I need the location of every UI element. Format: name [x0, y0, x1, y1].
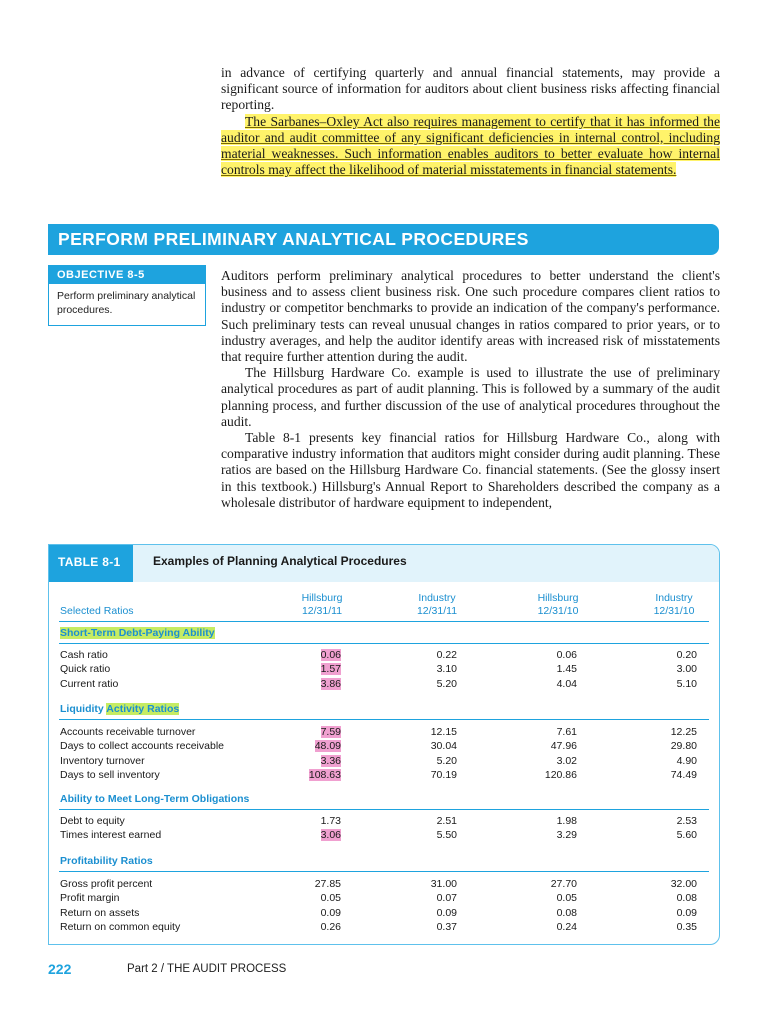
column-header-line2: 12/31/10: [537, 605, 579, 617]
column-header-line1: Hillsburg: [301, 592, 343, 604]
ratio-name: Gross profit percent: [60, 878, 153, 890]
ratio-name: Days to collect accounts receivable: [60, 740, 224, 753]
table-row: [49, 878, 719, 892]
ratio-value: [301, 663, 341, 675]
intro-text: [221, 65, 720, 178]
ratio-value: [301, 678, 341, 690]
ratio-name: Return on common equity: [60, 921, 181, 934]
ratio-value: 29.80: [670, 740, 697, 753]
ratio-value: [301, 649, 341, 661]
ratio-value: 0.08: [676, 892, 697, 905]
ratio-value: 0.37: [436, 921, 457, 934]
table-label-box: [49, 545, 133, 582]
ratio-value: 12.15: [430, 726, 457, 738]
table-8-1: [48, 544, 720, 945]
flagged-value: 7.59: [320, 726, 341, 738]
flagged-value: 3.86: [320, 677, 341, 690]
table-row: [49, 663, 719, 677]
column-header-line1: Industry: [655, 592, 693, 604]
ratio-value: 0.22: [436, 649, 457, 661]
ratio-value: 5.60: [676, 829, 697, 842]
ratio-value: 0.26: [320, 921, 341, 934]
table-row: [49, 829, 719, 843]
objective-box: [48, 265, 206, 326]
ratio-value: 0.08: [556, 906, 577, 919]
main-paragraph-2: The Hillsburg Hardware Co. example is used to illustrate the use of preliminary analytical procedures as part of audit planning. This is followed by a summary of the audit planning process, and further discussion of the use of analytical procedures throughout the audit.: [221, 365, 720, 429]
column-header-industry-2011: [387, 592, 487, 618]
table-row: [49, 678, 719, 692]
ratio-value: 12.25: [670, 726, 697, 738]
group-rule: [59, 809, 709, 810]
ratio-value: 0.07: [436, 892, 457, 905]
ratio-value: 5.50: [436, 829, 457, 842]
ratio-value: 31.00: [430, 878, 457, 890]
ratio-name: Cash ratio: [60, 649, 108, 661]
table-header: [49, 545, 719, 582]
ratio-value: 0.24: [556, 921, 577, 934]
ratio-value: 0.09: [436, 906, 457, 919]
group-rule: [59, 643, 709, 644]
group-heading-highlight: Activity Ratios: [106, 703, 180, 715]
ratio-value: 120.86: [544, 769, 577, 782]
group-heading-text: Short-Term Debt-Paying Ability: [60, 627, 215, 639]
column-header-line1: Industry: [418, 592, 456, 604]
table-row: [49, 726, 719, 740]
group-heading: [60, 793, 249, 805]
table-row: [49, 740, 719, 754]
ratio-name: Inventory turnover: [60, 754, 145, 767]
table-row: [49, 649, 719, 663]
table-row: [49, 769, 719, 783]
section-heading-bar: [48, 224, 719, 255]
flagged-value: 1.57: [320, 663, 341, 676]
ratio-value: 0.05: [556, 892, 577, 905]
ratio-value: 0.05: [320, 892, 341, 905]
page-number: 222: [48, 961, 72, 977]
main-text: [221, 268, 720, 511]
column-header-line1: Hillsburg: [537, 592, 579, 604]
ratio-value: 70.19: [430, 769, 457, 782]
ratio-value: 5.20: [436, 677, 457, 690]
ratio-name: Debt to equity: [60, 815, 125, 827]
ratio-value: [301, 769, 341, 781]
ratio-value: [301, 755, 341, 767]
column-header-line2: 12/31/11: [301, 605, 343, 617]
intro-paragraph-1: in advance of certifying quarterly and annual financial statements, may provide a significant source of information for auditors about client business risks affecting financial reporting.: [221, 65, 720, 113]
column-header-line2: 12/31/11: [416, 605, 458, 617]
flagged-value: 0.06: [320, 649, 341, 661]
ratio-name: Quick ratio: [60, 663, 111, 676]
column-header-hillsburg-2011: [272, 592, 372, 618]
highlighted-text: The Sarbanes–Oxley Act also requires management to certify that it has informed the auditor and audit committee of any significant deficiencies in internal control, including material weaknesses. Such information enables auditors to better evaluate how internal controls may affect the likelihood of material misstatements in financial statements.: [221, 113, 720, 178]
ratio-value: 74.49: [670, 769, 697, 782]
group-heading-text: Liquidity: [60, 703, 107, 715]
ratio-value: 27.85: [314, 878, 341, 890]
flagged-value: 48.09: [314, 740, 341, 753]
ratio-name: Profit margin: [60, 892, 120, 905]
section-title: PERFORM PRELIMINARY ANALYTICAL PROCEDURES: [58, 229, 529, 249]
column-header-hillsburg-2010: [508, 592, 608, 618]
column-header-industry-2010: [624, 592, 720, 618]
ratio-value: [301, 740, 341, 752]
ratio-value: 5.20: [436, 754, 457, 767]
ratio-name: Return on assets: [60, 906, 140, 919]
group-heading-text: Profitability Ratios: [60, 855, 153, 867]
flagged-value: 108.63: [308, 769, 341, 782]
ratio-name: Current ratio: [60, 677, 119, 690]
group-rule: [59, 719, 709, 720]
ratio-value: 3.02: [556, 754, 577, 767]
flagged-value: 3.36: [320, 754, 341, 767]
intro-paragraph-2: [221, 114, 720, 179]
header-rule: [59, 621, 709, 622]
ratio-value: 0.09: [676, 906, 697, 919]
ratio-value: 1.45: [556, 663, 577, 676]
ratio-value: 27.70: [550, 878, 577, 890]
selected-ratios-label: Selected Ratios: [60, 605, 134, 617]
ratio-value: 0.35: [676, 921, 697, 934]
table-row: [49, 921, 719, 935]
ratio-value: 2.51: [436, 815, 457, 827]
ratio-value: 1.73: [320, 815, 341, 827]
table-title: Examples of Planning Analytical Procedures: [153, 554, 407, 568]
ratio-value: [301, 829, 341, 841]
group-heading: [60, 703, 179, 715]
ratio-value: 47.96: [550, 740, 577, 753]
table-row: [49, 907, 719, 921]
ratio-value: [301, 726, 341, 738]
flagged-value: 3.06: [320, 829, 341, 842]
objective-label: OBJECTIVE 8-5: [49, 266, 205, 284]
ratio-value: 0.20: [676, 649, 697, 661]
ratio-value: 5.10: [676, 677, 697, 690]
table-row: [49, 815, 719, 829]
ratio-name: Times interest earned: [60, 829, 162, 842]
part-label: Part 2 / THE AUDIT PROCESS: [127, 963, 287, 975]
ratio-name: Days to sell inventory: [60, 769, 160, 782]
ratio-value: 2.53: [676, 815, 697, 827]
ratio-value: 32.00: [670, 878, 697, 890]
table-label: TABLE 8-1: [58, 555, 121, 569]
ratio-value: 0.06: [556, 649, 577, 661]
group-heading: [60, 855, 153, 867]
objective-text: Perform preliminary analytical procedures.: [57, 290, 196, 316]
group-heading: [60, 627, 215, 639]
group-rule: [59, 871, 709, 872]
ratio-value: 4.04: [556, 677, 577, 690]
group-heading-text: Ability to Meet Long-Term Obligations: [60, 793, 250, 805]
ratio-value: 7.61: [556, 726, 577, 738]
ratio-value: 0.09: [320, 906, 341, 919]
table-row: [49, 755, 719, 769]
main-paragraph-3: Table 8-1 presents key financial ratios for Hillsburg Hardware Co., along with comparative industry information that auditors might consider during audit planning. These ratios are based on the Hillsburg Hardware Co. financial statements. (See the glossy insert in this textbook.) Hillsburg's Annual Report to Shareholders described the company as a wholesale distributor of hardware equipment to independent,: [221, 430, 720, 510]
ratio-value: 4.90: [676, 754, 697, 767]
ratio-value: 1.98: [556, 815, 577, 827]
table-row: [49, 892, 719, 906]
ratio-value: 3.29: [556, 829, 577, 842]
ratio-value: 30.04: [430, 740, 457, 753]
ratio-value: 3.00: [676, 663, 697, 676]
main-paragraph-1: Auditors perform preliminary analytical procedures to better understand the client's business and to assess client business risk. One such procedure compares client ratios to industry or competitor benchmarks to provide an indication of the company's performance. Such preliminary tests can reveal unusual changes in ratios compared to prior years, or to industry averages, and help the auditor identify areas with increased risk of misstatements that require further attention during the audit.: [221, 268, 720, 365]
column-header-line2: 12/31/10: [653, 605, 695, 617]
ratio-value: 3.10: [436, 663, 457, 676]
ratio-name: Accounts receivable turnover: [60, 726, 196, 738]
